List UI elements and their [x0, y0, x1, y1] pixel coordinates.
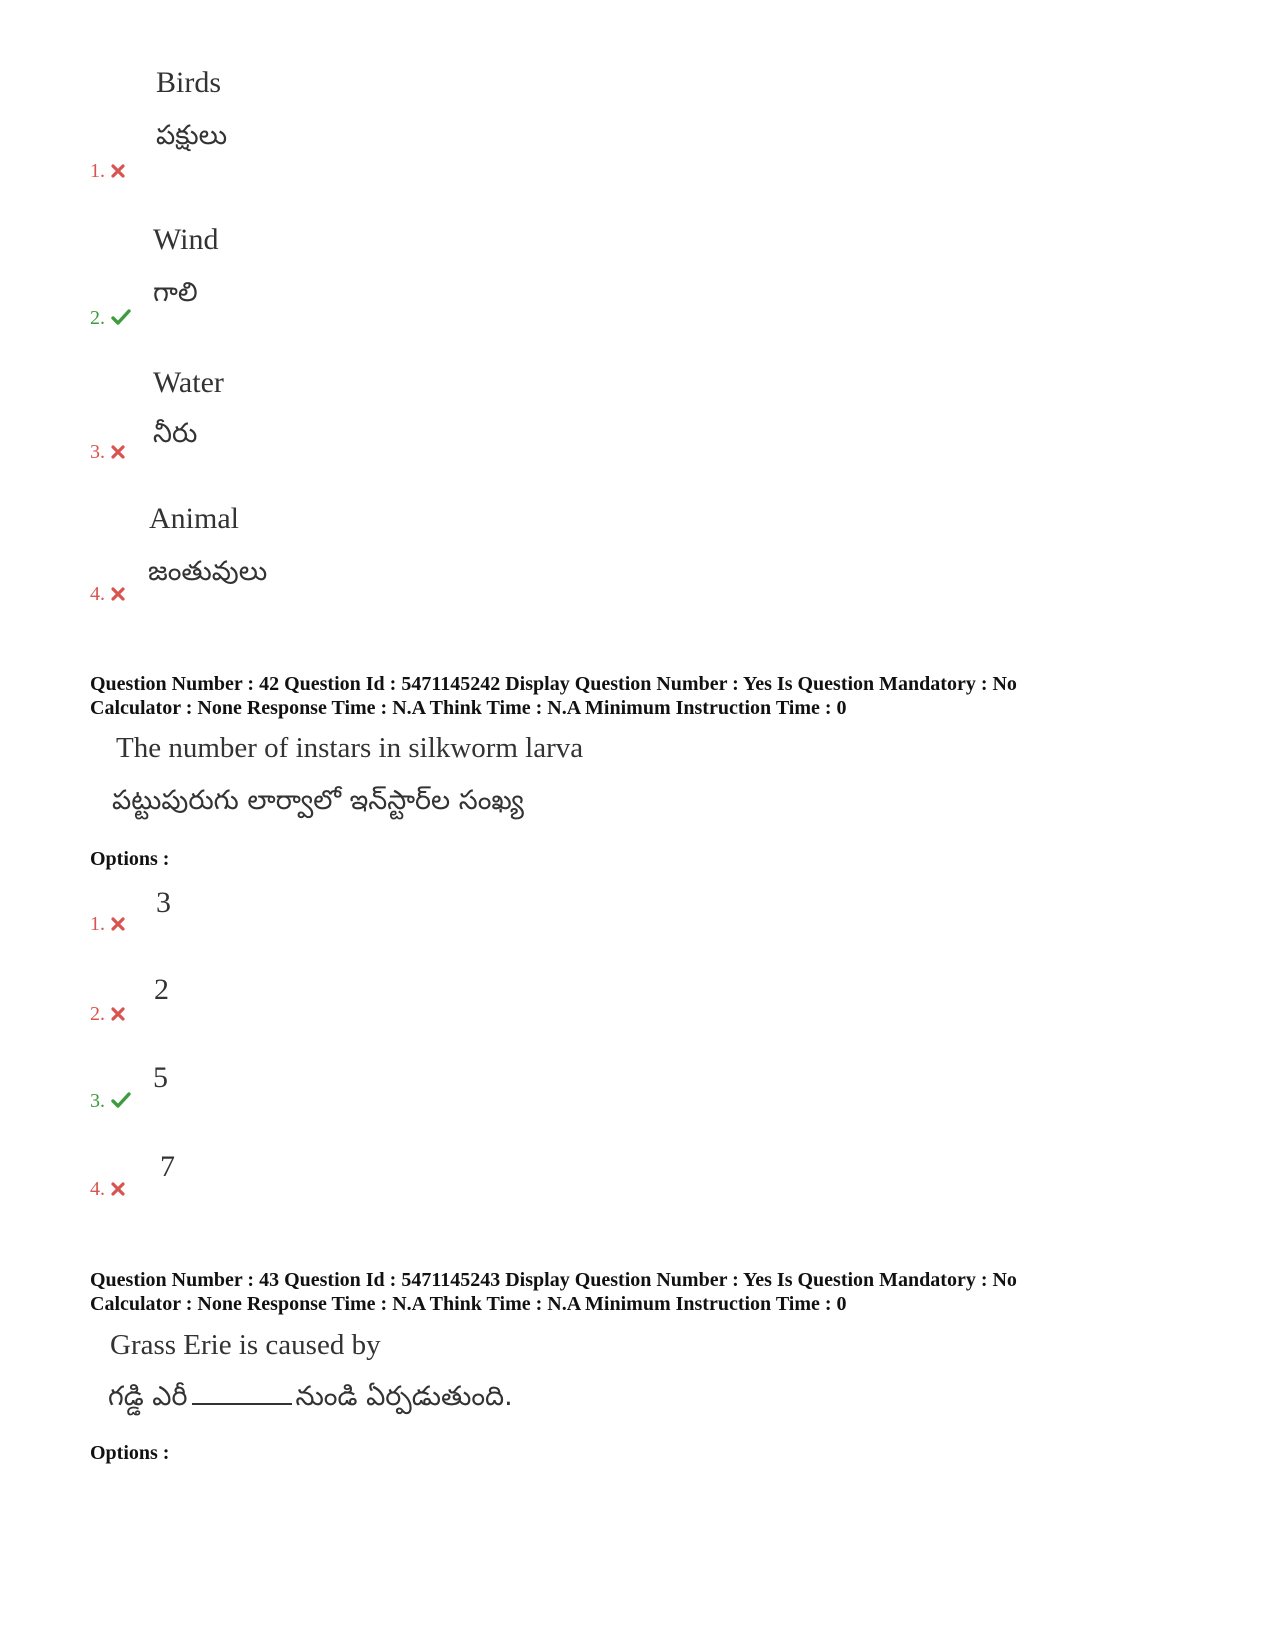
q42-option-1-value: 3 — [156, 886, 171, 919]
check-icon — [111, 308, 131, 331]
option-number: 2. — [90, 1003, 105, 1025]
option-number: 4. — [90, 583, 105, 605]
q42-meta-line2: Calculator : None Response Time : N.A Think Time : N.A Minimum Instruction Time : 0 — [90, 697, 847, 719]
option-1-english: Birds — [156, 66, 222, 99]
option-2-marker — [90, 307, 131, 331]
q42-option-2-marker — [90, 1003, 125, 1027]
q43-question-telugu — [108, 1381, 513, 1419]
q42-option-3-value: 5 — [153, 1061, 168, 1094]
option-number: 1. — [90, 913, 105, 935]
cross-icon — [111, 442, 125, 465]
q42-meta-line1: Question Number : 42 Question Id : 5471145242 Display Question Number : Yes Is Question Mandatory : No — [90, 673, 1017, 695]
q42-question-telugu: పట్టుపురుగు లార్వాలో ఇన్‌స్టార్‌ల సంఖ్య — [112, 785, 524, 816]
option-4-english: Animal — [149, 502, 239, 535]
option-4-telugu: జంతువులు — [148, 556, 268, 587]
cross-icon — [111, 1179, 125, 1202]
check-icon — [111, 1091, 131, 1114]
option-1-marker — [90, 160, 125, 184]
q43-meta-line2: Calculator : None Response Time : N.A Think Time : N.A Minimum Instruction Time : 0 — [90, 1293, 847, 1315]
q43-question-telugu-after: నుండి ఏర్పడుతుంది. — [295, 1381, 513, 1412]
q43-meta-line1: Question Number : 43 Question Id : 5471145243 Display Question Number : Yes Is Question Mandatory : No — [90, 1269, 1017, 1291]
cross-icon — [111, 161, 125, 184]
option-3-english: Water — [153, 366, 224, 399]
q42-option-4-marker — [90, 1178, 125, 1202]
option-number: 4. — [90, 1178, 105, 1200]
q43-options-label: Options : — [90, 1442, 170, 1464]
option-number: 1. — [90, 160, 105, 182]
q42-options-label: Options : — [90, 848, 170, 870]
option-3-marker — [90, 441, 125, 465]
option-2-english: Wind — [153, 223, 219, 256]
option-3-telugu: నీరు — [153, 418, 198, 449]
option-number: 3. — [90, 441, 105, 463]
option-2-telugu: గాలి — [153, 277, 198, 308]
cross-icon — [111, 584, 125, 607]
q42-option-3-marker — [90, 1090, 131, 1114]
option-number: 2. — [90, 307, 105, 329]
option-4-marker — [90, 583, 125, 607]
q42-question-english: The number of instars in silkworm larva — [116, 732, 584, 764]
q42-option-4-value: 7 — [160, 1150, 175, 1183]
fill-in-blank — [192, 1381, 292, 1405]
option-1-telugu: పక్షులు — [156, 120, 228, 151]
q42-option-2-value: 2 — [154, 973, 169, 1006]
option-number: 3. — [90, 1090, 105, 1112]
cross-icon — [111, 1004, 125, 1027]
q43-question-telugu-before: గడ్డి ఎరీ — [108, 1381, 188, 1412]
q43-question-english: Grass Erie is caused by — [110, 1329, 381, 1361]
q42-option-1-marker — [90, 913, 125, 937]
cross-icon — [111, 914, 125, 937]
